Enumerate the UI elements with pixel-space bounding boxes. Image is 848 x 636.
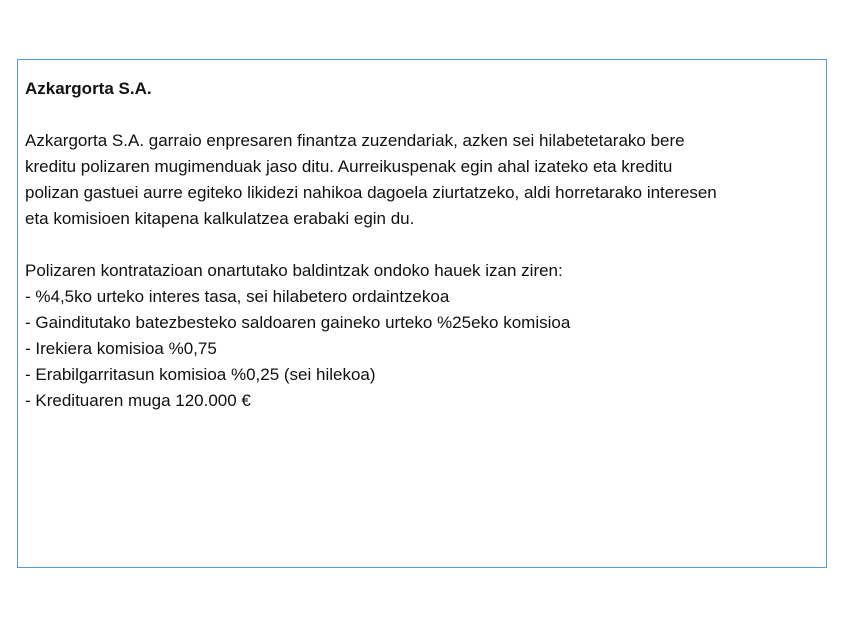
spacer	[25, 232, 826, 258]
intro-line: Azkargorta S.A. garraio enpresaren finantza zuzendariak, azken sei hilabetetarako bere	[25, 131, 685, 150]
conditions-list	[25, 284, 826, 414]
spacer	[25, 102, 826, 128]
condition-item: - Irekiera komisioa %0,75	[25, 339, 217, 358]
conditions-heading: Polizaren kontratazioan onartutako baldintzak ondoko hauek izan ziren:	[25, 261, 563, 280]
company-title: Azkargorta S.A.	[25, 79, 152, 98]
intro-line: kreditu polizaren mugimenduak jaso ditu. Aurreikuspenak egin ahal izateko eta kreditu	[25, 157, 673, 176]
intro-line: eta komisioen kitapena kalkulatzea erabaki egin du.	[25, 209, 415, 228]
intro-line: polizan gastuei aurre egiteko likidezi nahikoa dagoela ziurtatzeko, aldi horretarako interesen	[25, 183, 717, 202]
condition-item: - Kredituaren muga 120.000 €	[25, 391, 251, 410]
condition-item: - Gainditutako batezbesteko saldoaren gaineko urteko %25eko komisioa	[25, 313, 571, 332]
condition-item: - %4,5ko urteko interes tasa, sei hilabetero ordaintzekoa	[25, 287, 450, 306]
exercise-text-box	[17, 59, 827, 568]
condition-item: - Erabilgarritasun komisioa %0,25 (sei hilekoa)	[25, 365, 376, 384]
intro-paragraph	[25, 128, 826, 232]
